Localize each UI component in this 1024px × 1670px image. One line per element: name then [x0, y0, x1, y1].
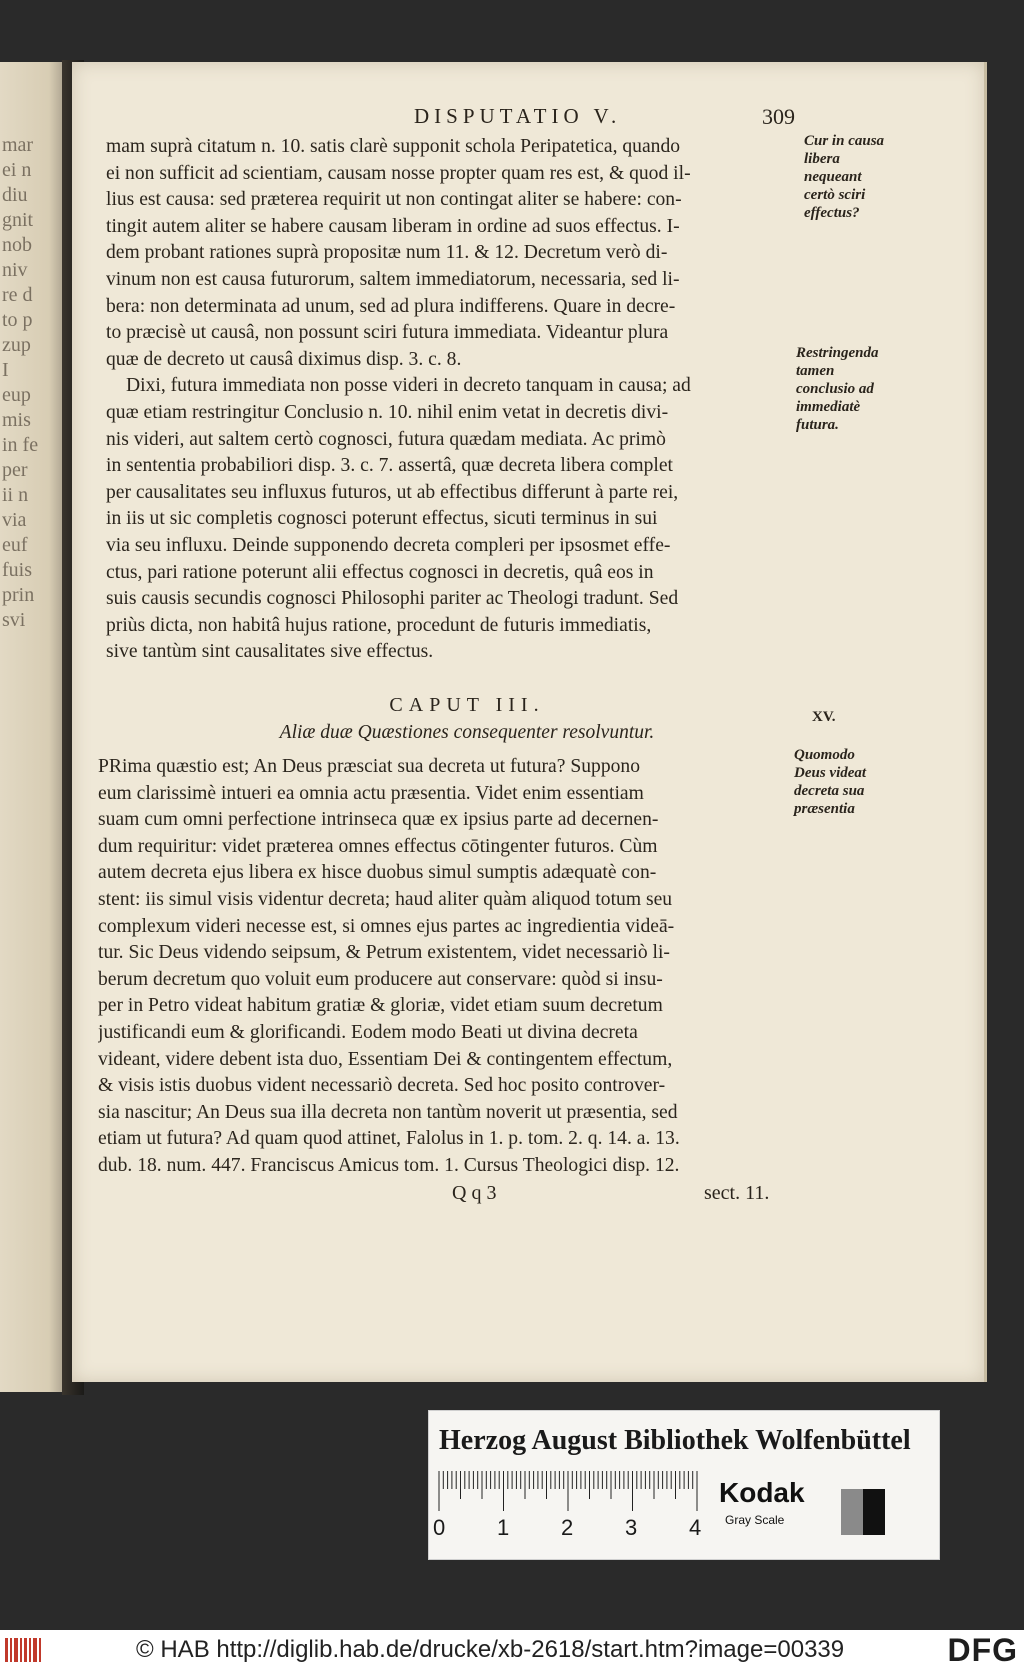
ruler-number: 1 — [497, 1515, 510, 1540]
body-text-line: via seu influxu. Deinde supponendo decreta compleri per ipsosmet effe- — [106, 534, 671, 556]
chapter-text-line: eum clarissimè intueri ea omnia actu præsentia. Videt enim essentiam — [98, 782, 644, 804]
chapter-text-line: berum decretum quo voluit eum producere aut conservare: quòd si insu- — [98, 968, 663, 990]
margin-note-1: Cur in causa libera nequeant certò sciri effectus? — [804, 133, 885, 221]
footer-bar — [0, 1630, 1024, 1670]
body-text — [106, 134, 796, 666]
chapter-subtitle: Aliæ duæ Quæstiones consequenter resolvuntur. — [279, 722, 655, 743]
body-text-line: nis videri, aut saltem certò cognosci, futura quædam mediata. Ac primò — [106, 428, 666, 450]
chapter-text-line: complexum videri necesse est, si omnes ejus partes ac ingredientia videā- — [98, 915, 675, 937]
body-text-line: Dixi, futura immediata non posse videri in decreto tanquam in causa; ad — [126, 375, 691, 397]
body-text-line: in sententia probabiliori disp. 3. c. 7. assertâ, quæ decreta libera complet — [106, 455, 673, 477]
body-text-line: mam suprà citatum n. 10. satis clarè supponit schola Peripatetica, quando — [106, 136, 681, 157]
running-head: DISPUTATIO V. — [414, 104, 622, 128]
body-text-line: lius est causa: sed præterea requirit ut non contingat aliter se habere: con- — [106, 189, 682, 211]
previous-page-fragment: mis — [2, 409, 31, 431]
body-text-line: suis causis secundis cognosci Philosophi pariter ac Theologi tradunt. Sed — [106, 588, 679, 610]
body-text-line: dem probant rationes suprà propositæ num 11. & 12. Decretum verò di- — [106, 242, 668, 264]
chapter-text — [98, 754, 798, 1180]
previous-page-fragment: I — [2, 359, 9, 381]
gray-patch — [841, 1489, 863, 1535]
kodak-logo: Kodak — [719, 1477, 805, 1508]
chapter-text-line: & visis istis duobus vident necessariò decreta. Sed hoc posito controver- — [98, 1075, 666, 1097]
body-text-line: per causalitates seu influxus futuros, ut ab effectibus differunt à parte rei, — [106, 481, 679, 503]
black-patch — [863, 1489, 885, 1535]
chapter-heading: CAPUT III. — [389, 694, 545, 716]
chapter-text-line: dum requiritur: videt præterea omnes effectus cōtingenter futuros. Cùm — [98, 835, 658, 857]
page-number: 309 — [762, 104, 795, 129]
ruler-number: 2 — [561, 1515, 574, 1540]
dfg-logo: DFG — [947, 1632, 1018, 1668]
previous-page-fragment: prin — [2, 584, 35, 606]
chapter-text-line: tur. Sic Deus videndo seipsum, & Petrum existentem, videt necessariò li- — [98, 942, 670, 964]
margin-note-2: Restringenda tamen conclusio ad immediatè futura. — [796, 345, 879, 433]
chapter-text-line: justificandi eum & glorificandi. Eodem modo Beati ut divina decreta — [98, 1021, 638, 1043]
previous-page-fragment: to p — [2, 309, 33, 331]
book-page — [72, 62, 987, 1382]
previous-page-fragment: ei n — [2, 159, 32, 181]
ruler-number: 0 — [433, 1515, 446, 1540]
chapter-text-line: videant, videre debent ista duo, Essentiam Dei & contingentem effectum, — [98, 1048, 673, 1070]
catchword: sect. 11. — [704, 1182, 770, 1204]
previous-page-fragment: re d — [2, 284, 33, 306]
body-text-line: quæ de decreto ut causâ diximus disp. 3. c. 8. — [106, 348, 462, 370]
previous-page-fragment: via — [2, 509, 27, 531]
chapter-text-line: stent: iis simul visis videntur decreta; haud aliter quàm aliquod totum seu — [98, 888, 673, 910]
previous-page-fragment: gnit — [2, 209, 34, 231]
ruler-number: 3 — [625, 1515, 638, 1540]
chapter-text-line: PRima quæstio est; An Deus præsciat sua decreta ut futura? Suppono — [98, 756, 641, 777]
previous-page-fragment: mar — [2, 134, 34, 156]
chapter-text-line: etiam ut futura? Ad quam quod attinet, Falolus in 1. p. tom. 2. q. 14. a. 13. — [98, 1128, 680, 1150]
body-text-line: ei non sufficit ad scientiam, causam nosse propter quam res est, & quod il- — [106, 162, 691, 184]
gray-scale-label: Gray Scale — [725, 1513, 785, 1527]
body-text-line: bera: non determinata ad unum, sed ad plura indifferens. Quare in decre- — [106, 295, 676, 317]
previous-page-fragment: diu — [2, 184, 28, 206]
chapter-text-line: per in Petro videat habitum gratiæ & gloriæ, videt etiam suum decretum — [98, 995, 663, 1017]
previous-page-fragment: in fe — [2, 434, 39, 456]
previous-page-fragment: euf — [2, 534, 28, 556]
chapter-text-line: sia nascitur; An Deus sua illa decreta non tantùm noverit ut præsentia, sed — [98, 1101, 678, 1123]
chapter-text-line: dub. 18. num. 447. Franciscus Amicus tom. 1. Cursus Theologici disp. 12. — [98, 1154, 680, 1176]
previous-page-edge — [0, 62, 70, 1392]
margin-note-numeral: XV. — [812, 709, 836, 725]
previous-page-fragment: ii n — [2, 484, 29, 506]
body-text-line: quæ etiam restringitur Conclusio n. 10. nihil enim vetat in decretis divi- — [106, 401, 669, 423]
previous-page-fragment: eup — [2, 384, 31, 406]
previous-page-fragment: fuis — [2, 559, 32, 581]
body-text-line: priùs dicta, non habitâ hujus ratione, procedunt de futuris immediatis, — [106, 614, 652, 636]
body-text-line: tingit autem aliter se habere causam liberam in ordine ad suos effectus. I- — [106, 215, 680, 237]
body-text-line: in iis ut sic completis cognosci poterunt effectus, sicuti terminus in sui — [106, 508, 658, 530]
body-text-line: ctus, pari ratione poterunt alii effectus cognosci in decretis, quâ eos in — [106, 561, 654, 583]
body-text-line: sive tantùm sint causalitates sive effectus. — [106, 641, 434, 663]
barcode-icon — [4, 1636, 44, 1664]
library-name: Herzog August Bibliothek Wolfenbüttel — [439, 1425, 911, 1456]
previous-page-fragment: per — [2, 459, 28, 481]
ruler-scale — [437, 1471, 699, 1511]
body-text-line: to præcisè ut causâ, non possunt sciri futura immediata. Videantur plura — [106, 322, 669, 344]
ruler-number: 4 — [689, 1515, 702, 1540]
signature-mark: Q q 3 — [452, 1182, 497, 1204]
previous-page-fragment: svi — [2, 609, 26, 631]
color-calibration-card — [428, 1410, 940, 1560]
margin-note-3: Quomodo Deus videat decreta sua præsentia — [794, 747, 867, 817]
body-text-line: vinum non est causa futurorum, saltem immediatorum, necessaria, sed li- — [106, 268, 680, 290]
chapter-text-line: autem decreta ejus libera ex hisce duobus simul sumptis adæquatè con- — [98, 862, 657, 884]
chapter-text-line: suam cum omni perfectione intrinseca quæ ex ipsius parte ad decernen- — [98, 809, 659, 831]
footer-source-link[interactable]: © HAB http://diglib.hab.de/drucke/xb-2618/start.htm?image=00339 — [136, 1636, 845, 1663]
previous-page-fragment: nob — [2, 234, 32, 256]
previous-page-fragment: zup — [2, 334, 31, 356]
previous-page-fragment: niv — [2, 259, 28, 281]
